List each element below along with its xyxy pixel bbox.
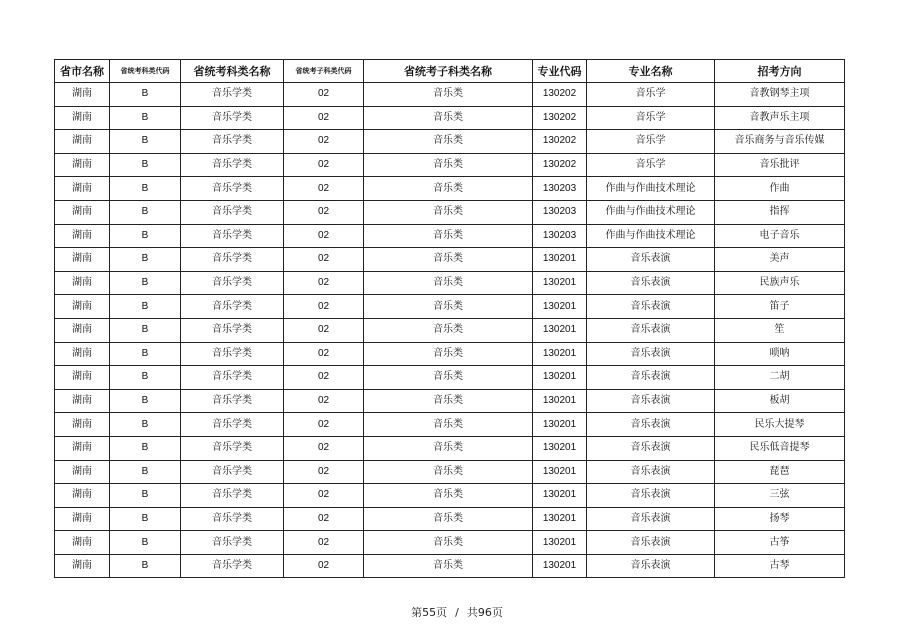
table-row (55, 130, 845, 154)
category-name-cell: 音乐学类 (181, 224, 284, 248)
page-number-separator: / (455, 606, 459, 619)
province-cell: 湖南 (55, 436, 110, 460)
subcategory-code-cell: 02 (284, 106, 364, 130)
subcategory-code-cell: 02 (284, 83, 364, 107)
major-name-cell: 音乐表演 (587, 295, 715, 319)
table-row (55, 507, 845, 531)
major-name-cell: 音乐学 (587, 153, 715, 177)
direction-cell: 笛子 (715, 295, 845, 319)
major-code-cell: 130201 (533, 554, 587, 578)
header-subcategory-code: 省统考子科类代码 (284, 60, 364, 83)
direction-cell: 音乐批评 (715, 153, 845, 177)
category-code-cell: B (110, 366, 181, 390)
subcategory-name-cell: 音乐类 (364, 342, 533, 366)
major-code-cell: 130203 (533, 200, 587, 224)
category-name-cell: 音乐学类 (181, 318, 284, 342)
category-name-cell: 音乐学类 (181, 554, 284, 578)
subcategory-code-cell: 02 (284, 531, 364, 555)
province-cell: 湖南 (55, 177, 110, 201)
province-cell: 湖南 (55, 484, 110, 508)
major-code-cell: 130201 (533, 531, 587, 555)
page-footer (0, 604, 914, 620)
subcategory-name-cell: 音乐类 (364, 153, 533, 177)
subcategory-code-cell: 02 (284, 342, 364, 366)
direction-cell: 扬琴 (715, 507, 845, 531)
major-code-cell: 130201 (533, 460, 587, 484)
subcategory-code-cell: 02 (284, 389, 364, 413)
subcategory-code-cell: 02 (284, 460, 364, 484)
subcategory-code-cell: 02 (284, 554, 364, 578)
category-code-cell: B (110, 436, 181, 460)
subcategory-name-cell: 音乐类 (364, 177, 533, 201)
major-code-cell: 130201 (533, 507, 587, 531)
category-name-cell: 音乐学类 (181, 366, 284, 390)
direction-cell: 音乐商务与音乐传媒 (715, 130, 845, 154)
category-name-cell: 音乐学类 (181, 507, 284, 531)
header-category-code: 省统考科类代码 (110, 60, 181, 83)
subcategory-code-cell: 02 (284, 271, 364, 295)
major-code-cell: 130201 (533, 248, 587, 272)
direction-cell: 电子音乐 (715, 224, 845, 248)
table-row (55, 224, 845, 248)
province-cell: 湖南 (55, 342, 110, 366)
subcategory-name-cell: 音乐类 (364, 271, 533, 295)
major-name-cell: 音乐表演 (587, 389, 715, 413)
category-name-cell: 音乐学类 (181, 106, 284, 130)
category-name-cell: 音乐学类 (181, 130, 284, 154)
category-code-cell: B (110, 389, 181, 413)
major-name-cell: 音乐表演 (587, 554, 715, 578)
major-code-cell: 130201 (533, 271, 587, 295)
category-code-cell: B (110, 248, 181, 272)
province-cell: 湖南 (55, 271, 110, 295)
direction-cell: 民族声乐 (715, 271, 845, 295)
subcategory-name-cell: 音乐类 (364, 83, 533, 107)
province-cell: 湖南 (55, 507, 110, 531)
category-code-cell: B (110, 83, 181, 107)
direction-cell: 音教声乐主项 (715, 106, 845, 130)
table-row (55, 342, 845, 366)
major-code-cell: 130201 (533, 413, 587, 437)
table-row (55, 200, 845, 224)
page-number-current: 第55页 (411, 606, 448, 619)
subcategory-code-cell: 02 (284, 484, 364, 508)
province-cell: 湖南 (55, 200, 110, 224)
province-cell: 湖南 (55, 295, 110, 319)
category-code-cell: B (110, 224, 181, 248)
province-cell: 湖南 (55, 130, 110, 154)
province-cell: 湖南 (55, 366, 110, 390)
subcategory-code-cell: 02 (284, 507, 364, 531)
category-code-cell: B (110, 531, 181, 555)
table-row (55, 83, 845, 107)
category-name-cell: 音乐学类 (181, 83, 284, 107)
major-code-cell: 130201 (533, 484, 587, 508)
header-subcategory-name: 省统考子科类名称 (364, 60, 533, 83)
major-name-cell: 音乐表演 (587, 318, 715, 342)
subcategory-code-cell: 02 (284, 177, 364, 201)
major-name-cell: 音乐学 (587, 83, 715, 107)
table-row (55, 413, 845, 437)
major-name-cell: 音乐表演 (587, 507, 715, 531)
subcategory-code-cell: 02 (284, 248, 364, 272)
category-code-cell: B (110, 484, 181, 508)
province-cell: 湖南 (55, 224, 110, 248)
subcategory-name-cell: 音乐类 (364, 130, 533, 154)
table-row (55, 460, 845, 484)
table-row (55, 389, 845, 413)
major-name-cell: 作曲与作曲技术理论 (587, 224, 715, 248)
subcategory-name-cell: 音乐类 (364, 200, 533, 224)
major-name-cell: 音乐表演 (587, 342, 715, 366)
subcategory-name-cell: 音乐类 (364, 484, 533, 508)
province-cell: 湖南 (55, 531, 110, 555)
category-name-cell: 音乐学类 (181, 177, 284, 201)
province-cell: 湖南 (55, 83, 110, 107)
direction-cell: 古筝 (715, 531, 845, 555)
category-name-cell: 音乐学类 (181, 200, 284, 224)
province-cell: 湖南 (55, 318, 110, 342)
subcategory-code-cell: 02 (284, 130, 364, 154)
direction-cell: 美声 (715, 248, 845, 272)
subcategory-name-cell: 音乐类 (364, 248, 533, 272)
direction-cell: 板胡 (715, 389, 845, 413)
header-category-name: 省统考科类名称 (181, 60, 284, 83)
major-code-cell: 130202 (533, 83, 587, 107)
category-code-cell: B (110, 460, 181, 484)
subcategory-code-cell: 02 (284, 224, 364, 248)
category-code-cell: B (110, 554, 181, 578)
table-row (55, 366, 845, 390)
table-row (55, 295, 845, 319)
header-major-name: 专业名称 (587, 60, 715, 83)
subcategory-code-cell: 02 (284, 153, 364, 177)
province-cell: 湖南 (55, 153, 110, 177)
category-code-cell: B (110, 318, 181, 342)
table-row (55, 531, 845, 555)
category-name-cell: 音乐学类 (181, 295, 284, 319)
header-row (55, 60, 845, 83)
category-code-cell: B (110, 413, 181, 437)
direction-cell: 音教钢琴主项 (715, 83, 845, 107)
category-code-cell: B (110, 153, 181, 177)
header-major-code: 专业代码 (533, 60, 587, 83)
subcategory-name-cell: 音乐类 (364, 554, 533, 578)
subcategory-code-cell: 02 (284, 436, 364, 460)
table-row (55, 436, 845, 460)
subcategory-name-cell: 音乐类 (364, 436, 533, 460)
direction-cell: 笙 (715, 318, 845, 342)
province-cell: 湖南 (55, 389, 110, 413)
province-cell: 湖南 (55, 106, 110, 130)
province-cell: 湖南 (55, 248, 110, 272)
category-name-cell: 音乐学类 (181, 271, 284, 295)
direction-cell: 民乐低音提琴 (715, 436, 845, 460)
category-code-cell: B (110, 177, 181, 201)
table-row (55, 248, 845, 272)
subcategory-name-cell: 音乐类 (364, 531, 533, 555)
major-code-cell: 130201 (533, 318, 587, 342)
subcategory-code-cell: 02 (284, 413, 364, 437)
table-row (55, 484, 845, 508)
major-code-cell: 130201 (533, 342, 587, 366)
category-code-cell: B (110, 342, 181, 366)
subcategory-name-cell: 音乐类 (364, 224, 533, 248)
subcategory-name-cell: 音乐类 (364, 295, 533, 319)
major-name-cell: 音乐表演 (587, 366, 715, 390)
direction-cell: 作曲 (715, 177, 845, 201)
enrollment-table (54, 59, 845, 578)
subcategory-name-cell: 音乐类 (364, 460, 533, 484)
major-code-cell: 130203 (533, 224, 587, 248)
major-name-cell: 音乐表演 (587, 460, 715, 484)
major-name-cell: 音乐表演 (587, 484, 715, 508)
major-name-cell: 音乐表演 (587, 248, 715, 272)
major-name-cell: 音乐表演 (587, 413, 715, 437)
page-number-total: 共96页 (466, 606, 503, 619)
category-name-cell: 音乐学类 (181, 484, 284, 508)
major-code-cell: 130201 (533, 366, 587, 390)
table-row (55, 318, 845, 342)
table-row (55, 177, 845, 201)
major-code-cell: 130202 (533, 106, 587, 130)
header-province-name: 省市名称 (55, 60, 110, 83)
subcategory-code-cell: 02 (284, 295, 364, 319)
major-code-cell: 130202 (533, 153, 587, 177)
direction-cell: 唢呐 (715, 342, 845, 366)
direction-cell: 指挥 (715, 200, 845, 224)
category-code-cell: B (110, 200, 181, 224)
major-name-cell: 音乐表演 (587, 531, 715, 555)
table-row (55, 153, 845, 177)
table-row (55, 106, 845, 130)
table-body (55, 83, 845, 578)
subcategory-name-cell: 音乐类 (364, 318, 533, 342)
major-code-cell: 130201 (533, 389, 587, 413)
category-name-cell: 音乐学类 (181, 389, 284, 413)
major-code-cell: 130201 (533, 295, 587, 319)
province-cell: 湖南 (55, 460, 110, 484)
category-name-cell: 音乐学类 (181, 248, 284, 272)
subcategory-code-cell: 02 (284, 366, 364, 390)
major-name-cell: 音乐学 (587, 106, 715, 130)
category-code-cell: B (110, 295, 181, 319)
category-name-cell: 音乐学类 (181, 436, 284, 460)
subcategory-name-cell: 音乐类 (364, 507, 533, 531)
category-code-cell: B (110, 106, 181, 130)
subcategory-name-cell: 音乐类 (364, 389, 533, 413)
header-direction: 招考方向 (715, 60, 845, 83)
category-name-cell: 音乐学类 (181, 460, 284, 484)
major-name-cell: 音乐表演 (587, 271, 715, 295)
province-cell: 湖南 (55, 413, 110, 437)
subcategory-name-cell: 音乐类 (364, 106, 533, 130)
direction-cell: 二胡 (715, 366, 845, 390)
category-name-cell: 音乐学类 (181, 531, 284, 555)
category-code-cell: B (110, 130, 181, 154)
category-name-cell: 音乐学类 (181, 342, 284, 366)
subcategory-code-cell: 02 (284, 200, 364, 224)
category-code-cell: B (110, 271, 181, 295)
table-row (55, 271, 845, 295)
major-name-cell: 作曲与作曲技术理论 (587, 177, 715, 201)
direction-cell: 古琴 (715, 554, 845, 578)
table-header (55, 60, 845, 83)
major-name-cell: 作曲与作曲技术理论 (587, 200, 715, 224)
direction-cell: 民乐大提琴 (715, 413, 845, 437)
major-code-cell: 130202 (533, 130, 587, 154)
province-cell: 湖南 (55, 554, 110, 578)
table-row (55, 554, 845, 578)
subcategory-code-cell: 02 (284, 318, 364, 342)
major-code-cell: 130203 (533, 177, 587, 201)
major-name-cell: 音乐学 (587, 130, 715, 154)
direction-cell: 琵琶 (715, 460, 845, 484)
subcategory-name-cell: 音乐类 (364, 366, 533, 390)
major-name-cell: 音乐表演 (587, 436, 715, 460)
subcategory-name-cell: 音乐类 (364, 413, 533, 437)
category-name-cell: 音乐学类 (181, 153, 284, 177)
direction-cell: 三弦 (715, 484, 845, 508)
category-name-cell: 音乐学类 (181, 413, 284, 437)
category-code-cell: B (110, 507, 181, 531)
major-code-cell: 130201 (533, 436, 587, 460)
